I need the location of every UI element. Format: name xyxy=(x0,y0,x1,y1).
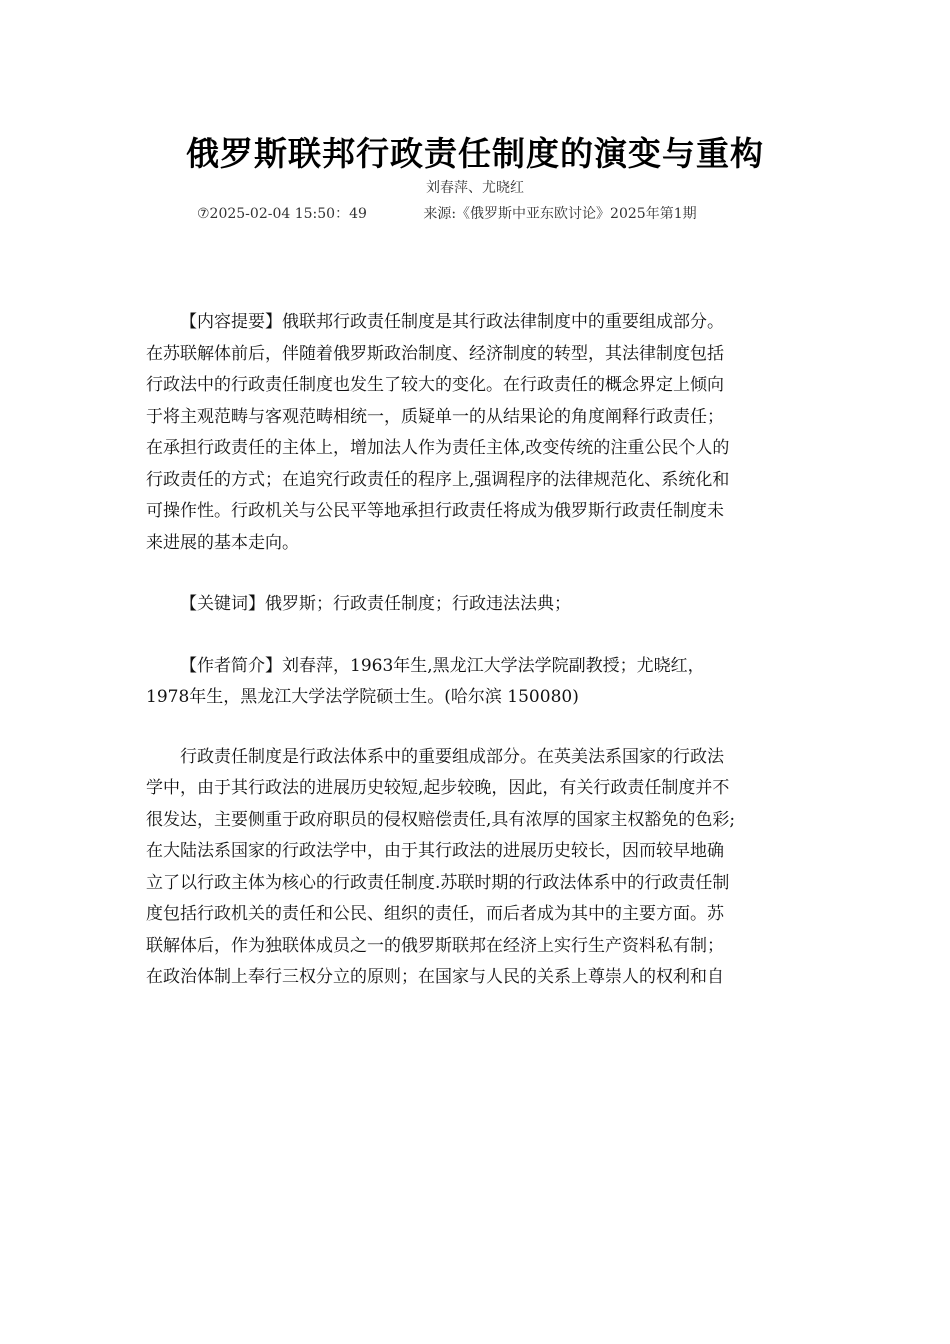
abstract-line: 来进展的基本走向。 xyxy=(146,532,299,553)
article-body xyxy=(146,307,818,994)
body-line: 很发达，主要侧重于政府职员的侵权赔偿责任,具有浓厚的国家主权豁免的色彩; xyxy=(146,809,736,830)
abstract-line: 在苏联解体前后，伴随着俄罗斯政治制度、经济制度的转型，其法律制度包括 xyxy=(146,343,724,364)
author-info-line: 1978年生，黑龙江大学法学院硕士生。(哈尔滨 150080) xyxy=(146,687,579,707)
article-authors: 刘春萍、尤晓红 xyxy=(426,180,524,196)
author-info-section xyxy=(146,651,818,714)
body-line: 立了以行政主体为核心的行政责任制度.苏联时期的行政法体系中的行政责任制 xyxy=(146,872,730,893)
body-line: 度包括行政机关的责任和公民、组织的责任，而后者成为其中的主要方面。苏 xyxy=(146,904,724,924)
author-info-line: 【作者简介】刘春萍，1963年生,黑龙江大学法学院副教授；尤晓红， xyxy=(180,655,705,676)
abstract-line: 【内容提要】俄联邦行政责任制度是其行政法律制度中的重要组成部分。 xyxy=(180,312,724,332)
keywords-line: 【关键词】俄罗斯；行政责任制度；行政违法法典； xyxy=(180,594,571,614)
abstract-line: 在承担行政责任的主体上，增加法人作为责任主体,改变传统的注重公民个人的 xyxy=(146,438,730,458)
body-paragraph xyxy=(146,742,818,994)
publish-datetime: ⑦2025-02-04 15:50：49 xyxy=(197,206,367,222)
body-line: 联解体后，作为独联体成员之一的俄罗斯联邦在经济上实行生产资料私有制； xyxy=(146,935,724,956)
body-line: 行政责任制度是行政法体系中的重要组成部分。在英美法系国家的行政法 xyxy=(180,746,724,767)
abstract-line: 行政责任的方式；在追究行政责任的程序上,强调程序的法律规范化、系统化和 xyxy=(146,469,730,490)
abstract-line: 行政法中的行政责任制度也发生了较大的变化。在行政责任的概念界定上倾向 xyxy=(146,375,724,395)
abstract-line: 于将主观范畴与客观范畴相统一，质疑单一的从结果论的角度阐释行政责任； xyxy=(146,406,724,427)
body-line: 学中，由于其行政法的进展历史较短,起步较晚，因此，有关行政责任制度并不 xyxy=(146,778,730,798)
article-source: 来源:《俄罗斯中亚东欧讨论》2025年第1期 xyxy=(423,206,697,222)
keywords-section xyxy=(146,589,818,621)
article-title: 俄罗斯联邦行政责任制度的演变与重构 xyxy=(186,134,764,173)
abstract-line: 可操作性。行政机关与公民平等地承担行政责任将成为俄罗斯行政责任制度未 xyxy=(146,501,724,521)
body-line: 在大陆法系国家的行政法学中，由于其行政法的进展历史较长，因而较早地确 xyxy=(146,841,724,861)
abstract-section xyxy=(146,307,818,559)
body-line: 在政治体制上奉行三权分立的原则；在国家与人民的关系上尊崇人的权利和自 xyxy=(146,967,724,987)
article-meta xyxy=(197,203,697,223)
